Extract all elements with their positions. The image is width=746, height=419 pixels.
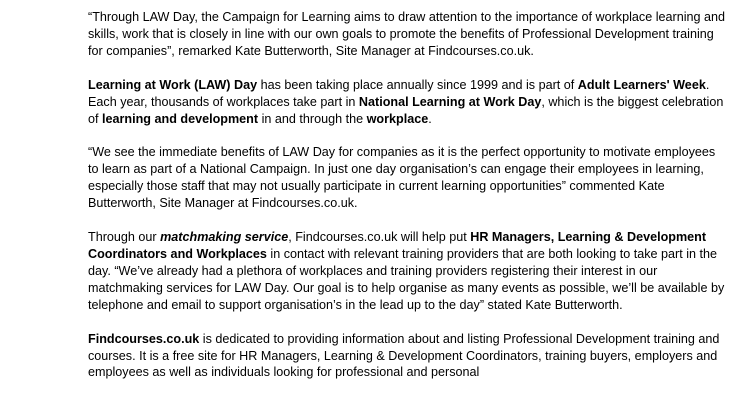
text-run: , Findcourses.co.uk will help put	[288, 230, 471, 245]
document-body	[88, 9, 728, 398]
paragraph-law-day-description	[88, 77, 728, 128]
bold-text-run: National Learning at Work Day	[358, 94, 542, 109]
bold-text-run: learning and development	[102, 111, 259, 126]
text-run: Through our	[88, 230, 161, 245]
paragraph-matchmaking-service	[88, 229, 728, 314]
text-run: is dedicated to providing information about and listing Professional Development training and courses. It is a free site for HR Managers, Learning & Development Coordinators, training buyers, employers and employees as well as individuals looking for professional and personal	[88, 331, 720, 380]
bold-text-run: Findcourses.co.uk	[88, 331, 200, 346]
paragraph-about-findcourses	[88, 331, 728, 382]
text-run: has been taking place annually since 1999 and is part of	[257, 77, 578, 92]
text-run: in contact with relevant training providers that are both looking to take part in the day. “We’ve already had a plethora of workplaces and training providers registering their interest in our matchmaking services for LAW Day. Our goal is to help organise as many events as possible, we’ll be available by telephone and email to support organisation’s in the lead up to the day” stated Kate Butterworth.	[88, 246, 725, 312]
text-run: , which is the biggest celebration of	[88, 94, 724, 126]
bold-text-run: HR Managers, Learning & Development Coordinators and Workplaces	[88, 230, 707, 261]
bold-text-run: Adult Learners' Week	[577, 77, 706, 92]
text-run: .	[428, 111, 432, 126]
text-run: “We see the immediate benefits of LAW Day for companies as it is the perfect opportunity to motivate employees to learn as part of a National Campaign. In just one day organisation’s can engage their employees in learning, especially those staff that may not usually participate in current learning opportunities” commented Kate Butterworth, Site Manager at Findcourses.co.uk.	[88, 145, 716, 211]
paragraph-quote-benefits	[88, 144, 728, 212]
bold-text-run: matchmaking service	[160, 230, 289, 245]
text-run: “Through LAW Day, the Campaign for Learning aims to draw attention to the importance of workplace learning and skills, work that is closely in line with our own goals to promote the benefits of Professional Development training for companies”, remarked Kate Butterworth, Site Manager at Findcourses.co.uk.	[88, 10, 726, 58]
bold-text-run: Learning at Work (LAW) Day	[88, 77, 258, 92]
text-run: . Each year, thousands of workplaces take part in	[88, 77, 710, 109]
bold-text-run: workplace	[366, 111, 429, 126]
text-run: in and through the	[258, 111, 367, 126]
paragraph-quote-law-day	[88, 9, 728, 60]
